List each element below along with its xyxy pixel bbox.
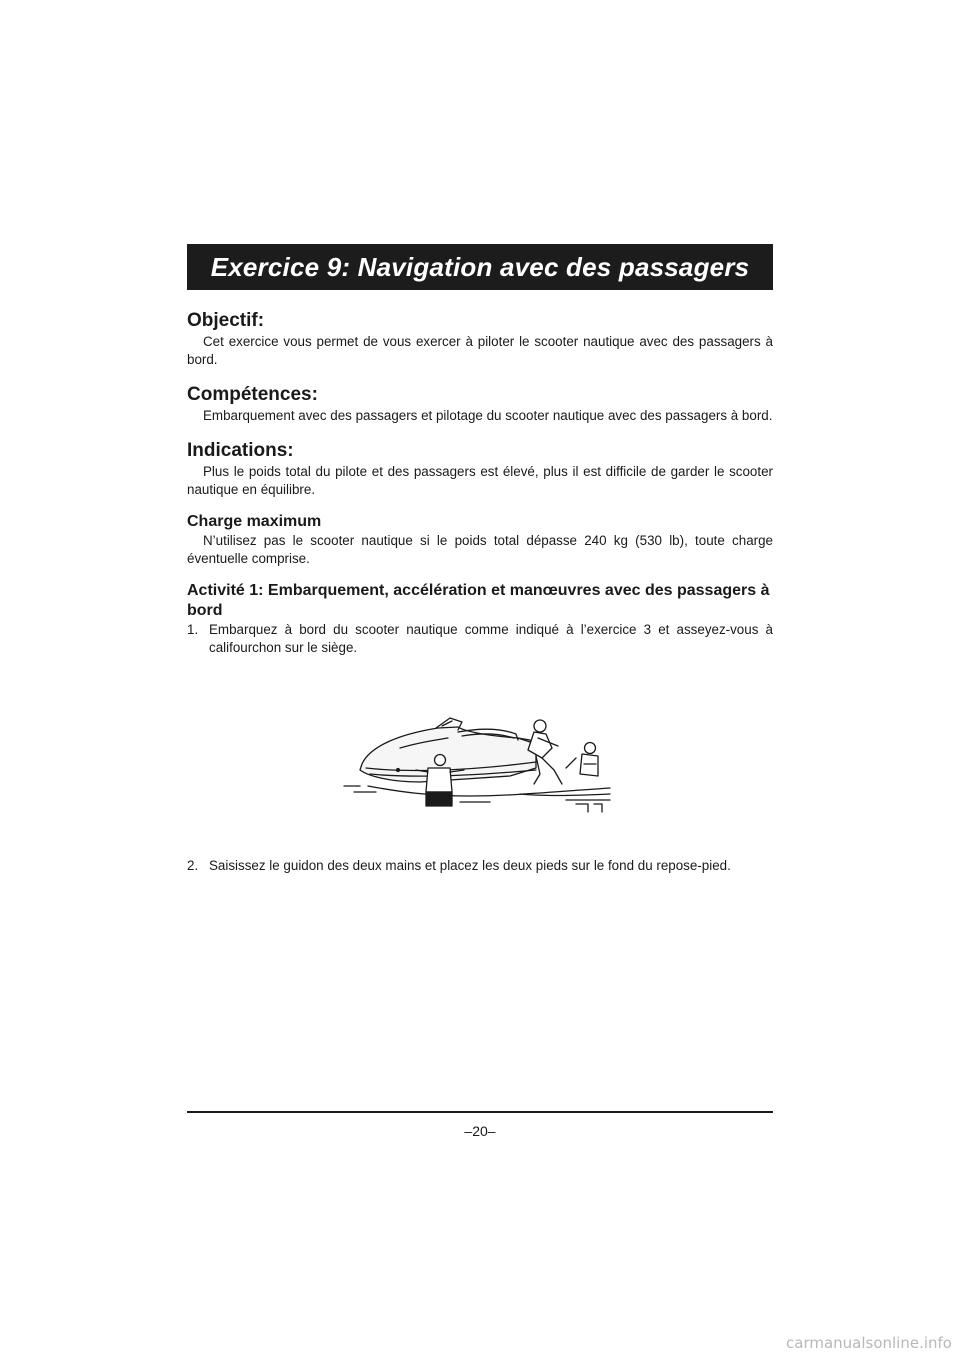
steps-list (187, 621, 773, 657)
heading-indications: Indications: (187, 440, 294, 461)
heading-charge-maximum: Charge maximum (187, 513, 322, 530)
text-objectif: Cet exercice vous permet de vous exercer à piloter le scooter nautique avec des passagers à bord. (187, 334, 773, 367)
steps-list-continued (187, 857, 773, 875)
heading-objectif: Objectif: (187, 310, 265, 331)
step-number: 2. (187, 858, 199, 873)
step-2-block (187, 857, 773, 875)
step-text: Embarquez à bord du scooter nautique comme indiqué à l’exercice 3 et asseyez-vous à califourchon sur le siège. (209, 622, 773, 655)
main-content (187, 309, 773, 657)
text-competences: Embarquement avec des passagers et pilotage du scooter nautique avec des passagers à bord. (203, 408, 773, 423)
step-number: 1. (187, 622, 199, 637)
list-item (187, 857, 773, 875)
heading-competences: Compétences: (187, 384, 318, 405)
page-number: –20– (464, 1123, 496, 1139)
list-item (187, 621, 773, 657)
text-charge-maximum: N’utilisez pas le scooter nautique si le poids total dépasse 240 kg (530 lb), toute charge éventuelle comprise. (187, 533, 773, 566)
text-indications: Plus le poids total du pilote et des passagers est élevé, plus il est difficile de garder le scooter nautique en équilibre. (187, 464, 773, 497)
page-title: Exercice 9: Navigation avec des passagers (210, 251, 750, 282)
step-text: Saisissez le guidon des deux mains et placez les deux pieds sur le fond du repose-pied. (209, 858, 731, 873)
title-banner (187, 244, 773, 290)
watercraft-boarding-illustration (340, 712, 620, 820)
watermark: carmanualsonline.info (786, 1334, 952, 1352)
footer-divider (187, 1111, 773, 1113)
heading-activite-1: Activité 1: Embarquement, accélération et manœuvres avec des passagers à bord (187, 582, 770, 619)
